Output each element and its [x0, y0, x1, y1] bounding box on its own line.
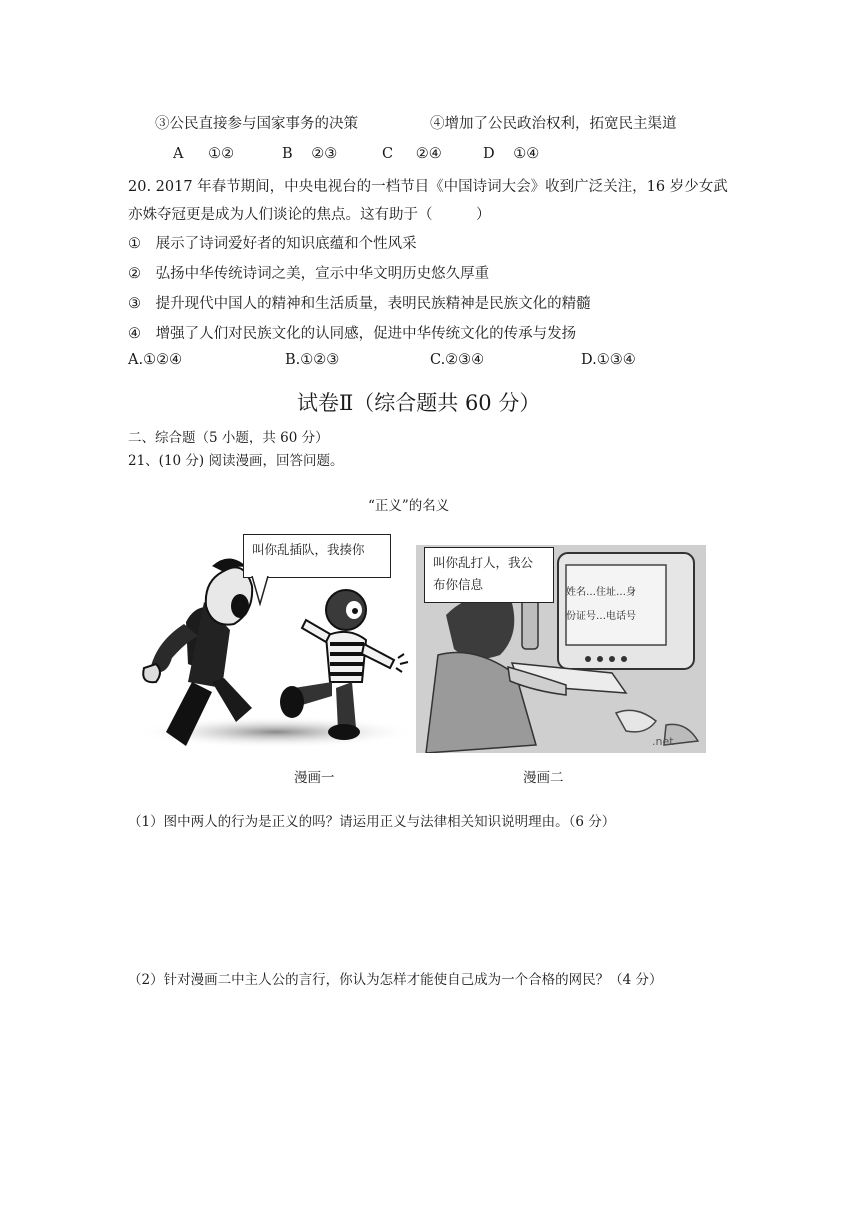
cartoon-one-speech-bubble: [243, 534, 391, 578]
q21-intro: 21、(10 分) 阅读漫画，回答问题。: [128, 453, 344, 469]
part2-title: 试卷Ⅱ（综合题共 60 分）: [297, 391, 541, 415]
q19-answer-d: [483, 146, 539, 162]
q20-statement-1: [128, 232, 417, 253]
answer-value: ②③: [311, 146, 338, 162]
q20-statement-4: [128, 322, 576, 343]
cartoon-title: “正义”的名义: [368, 498, 450, 514]
q19-answer-a: [173, 146, 234, 162]
cartoon-one-caption: 漫画一: [294, 770, 335, 786]
watermark-text: .net: [652, 735, 674, 748]
q20-answer-d: D.①③④: [581, 352, 636, 368]
statement-text: 增强了人们对民族文化的认同感，促进中华传统文化的传承与发扬: [155, 326, 577, 342]
q20-answer-a: A.①②④: [128, 352, 183, 368]
screen-line-2: 份证号…电话号: [566, 611, 636, 622]
q19-answer-b: [282, 146, 337, 162]
cartoon-one: [126, 532, 409, 754]
q20-answer-b: B.①②③: [285, 352, 340, 368]
q20-answer-c: C.②③④: [430, 352, 485, 368]
statement-number: ④: [128, 326, 141, 342]
cartoon-two-speech-line-2: 布你信息: [433, 577, 484, 592]
screen-line-1: 姓名…住址…身: [566, 587, 636, 598]
statement-number: ②: [128, 266, 141, 282]
q19-answer-c: [382, 146, 442, 162]
answer-value: ①②: [208, 146, 235, 162]
answer-letter: B: [282, 146, 293, 162]
cartoon-two-speech-bubble: [424, 547, 554, 603]
cartoon-two-speech-line-1: 叫你乱打人，我公: [433, 555, 534, 570]
statement-text: 提升现代中国人的精神和生活质量，表明民族精神是民族文化的精髓: [155, 296, 591, 312]
cartoon-one-speech-text: 叫你乱插队，我揍你: [252, 542, 365, 557]
q21-sub2: （2）针对漫画二中主人公的言行，你认为怎样才能使自己成为一个合格的网民？（4 分）: [128, 972, 663, 988]
screen-text: [566, 581, 636, 629]
speech-tail-icon: [246, 576, 276, 606]
q19-option-3: ③公民直接参与国家事务的决策: [155, 116, 358, 132]
answer-letter: D: [483, 146, 495, 162]
q19-option-4: ④增加了公民政治权利，拓宽民主渠道: [430, 116, 677, 132]
cartoon-two: [416, 545, 706, 753]
q20-statement-3: [128, 292, 591, 313]
statement-number: ③: [128, 296, 141, 312]
q20-statement-2: [128, 262, 489, 283]
q20-stem-line2: 亦姝夺冠更是成为人们谈论的焦点。这有助于（ ）: [128, 207, 491, 223]
cartoon-two-caption: 漫画二: [523, 770, 564, 786]
section-heading: 二、综合题（5 小题，共 60 分）: [128, 430, 329, 446]
statement-text: 弘扬中华传统诗词之美，宣示中华文明历史悠久厚重: [155, 266, 490, 282]
answer-letter: C: [382, 146, 394, 162]
q21-sub1: （1）图中两人的行为是正义的吗？请运用正义与法律相关知识说明理由。（6 分）: [128, 814, 616, 830]
answer-value: ①④: [513, 146, 540, 162]
answer-value: ②④: [415, 146, 442, 162]
answer-letter: A: [173, 146, 184, 162]
statement-number: ①: [128, 236, 141, 252]
q20-stem-line1: 20. 2017 年春节期间，中央电视台的一档节目《中国诗词大会》收到广泛关注，16 岁少女武: [128, 179, 728, 195]
statement-text: 展示了诗词爱好者的知识底蕴和个性风采: [155, 236, 417, 252]
